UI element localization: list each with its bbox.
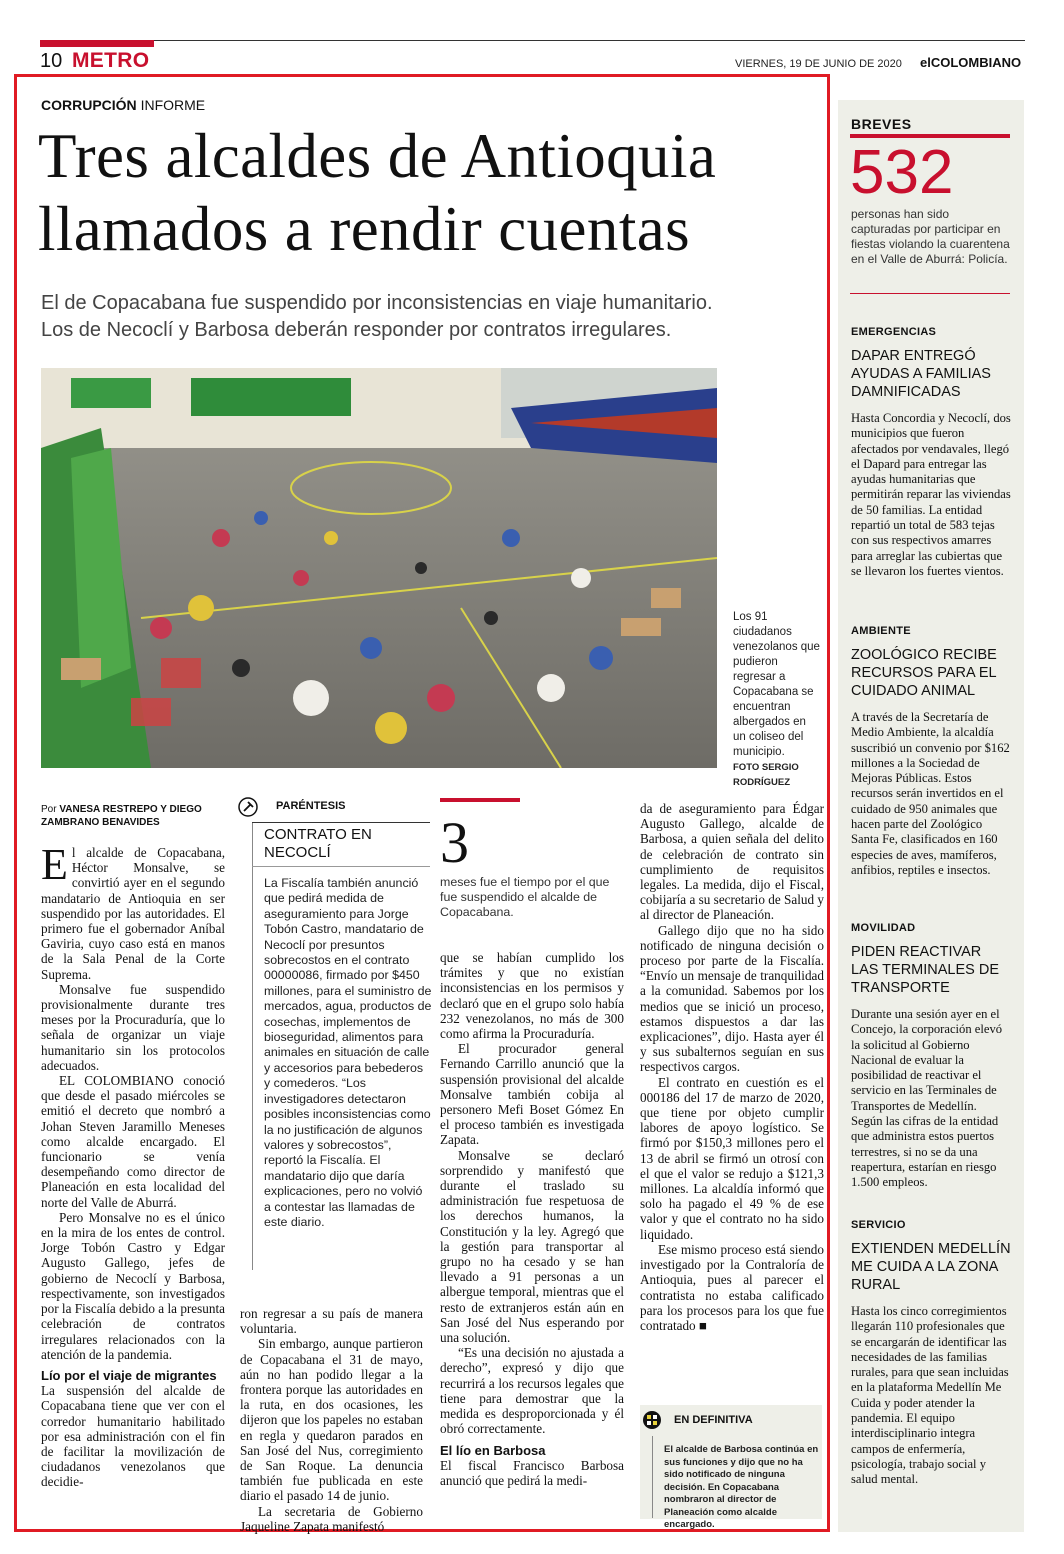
byline-authors: VANESA RESTREPO Y DIEGO ZAMBRANO BENAVIDES xyxy=(41,804,202,828)
headline-line-1: Tres alcaldes de Antioquia xyxy=(38,121,717,191)
coliseum-illustration xyxy=(41,368,717,768)
paragraph-text: l alcalde de Copacabana, Héctor Monsalve, se convirtió ayer en el segundo mandatario de Antioquia en ser suspendido por las autoridades. El primero fue el gobernador Aníbal Gaviria, cuyo caso está en manos de la Sala Penal de la Corte Suprema. xyxy=(41,845,225,982)
article-paragraph: EL COLOMBIANO conoció que desde el pasado miércoles se emitió el decreto que nombró a Johan Steven Jaramillo Meneses como alcalde encargado. El funcionario se venía desempeñando como director de Planeación en esta localidad del norte del Valle de Aburrá. xyxy=(41,1073,225,1210)
brief-item xyxy=(851,1219,1011,1488)
byline xyxy=(41,803,231,829)
page-number: 10 xyxy=(40,50,63,72)
article-paragraph: El fiscal Francisco Barbosa anunció que pedirá la medi- xyxy=(440,1457,624,1488)
shelter-photo xyxy=(41,368,717,768)
brief-title: ZOOLÓGICO RECIBE RECURSOS PARA EL CUIDADO ANIMAL xyxy=(851,647,997,699)
article-paragraph: que se habían cumplido los trámites y que no existían inconsistencias en los permisos y declaró que en el grupo solo había 232 venezolanos, no más de 300 como afirma la Procuraduría. xyxy=(440,950,624,1042)
brief-section: AMBIENTE xyxy=(851,625,911,637)
parentesis-rule-2 xyxy=(252,866,430,867)
article-paragraph: ron regresar a su país de manera voluntaria. xyxy=(240,1306,423,1337)
brief-item xyxy=(851,922,1011,1191)
kicker-type: INFORME xyxy=(140,97,206,113)
article-column-4 xyxy=(640,801,824,1333)
headline xyxy=(38,120,828,266)
pin-icon xyxy=(238,797,258,817)
dek-line-1: El de Copacabana fue suspendido por inconsistencias en viaje humanitario. xyxy=(41,292,713,314)
dek xyxy=(41,290,831,344)
headline-line-2: llamados a rendir cuentas xyxy=(38,194,690,264)
article-paragraph: El procurador general Fernando Carrillo anunció que la suspensión provisional del alcalde Monsalve también cobija al personero Mefi Boset Gómez En el proceso también es investigada Zapata. xyxy=(440,1041,624,1148)
article-paragraph: Monsalve se declaró sorprendido y manifestó que durante el traslado su administración fue respetuosa de los derechos humanos, la Constitución y la ley. Agregó que la gestión para transportar al grupo no ha cesado y se han llevado a 91 personas a un albergue temporal, mientras que el resto de extranjeros están aún en San José del Nus esperando por una solución. xyxy=(440,1147,624,1346)
caption-text: Los 91 ciudadanos venezolanos que pudieron regresar a Copacabana se encuentran albergados en un coliseo del municipio. xyxy=(733,611,820,758)
photo-caption xyxy=(733,610,821,790)
brief-section: EMERGENCIAS xyxy=(851,326,937,338)
article-paragraph: Gallego dijo que no ha sido notificado de ninguna decisión o proceso por parte de la Fiscalía. “Envío un mensaje de tranquilidad a la comunidad. Sabemos por los medios que se inició un proceso, estamos dispuestos a dar las explicaciones”, dijo. Hasta ayer él y sus subalternos seguían en sus respectivos cargos. xyxy=(640,922,824,1075)
breves-lead: personas han sido capturadas por participar en fiestas violando la cuarentena en el Valle de Aburrá: Policía. xyxy=(851,207,1010,266)
breves-title: BREVES xyxy=(851,116,912,132)
byline-prefix: Por xyxy=(41,804,57,815)
article-paragraph: La secretaria de Gobierno Jaqueline Zapata manifestó xyxy=(240,1503,423,1534)
article-paragraph: “Es una decisión no ajustada a derecho”, expresó y dijo que recurrirá a los recursos legales que tiene para demostrar que la medida es desproporcionada y él obró correctamente. xyxy=(440,1345,624,1437)
brief-section: MOVILIDAD xyxy=(851,922,916,934)
brief-text: Hasta Concordia y Necoclí, dos municipios que fueron afectados por vendavales, llegó el Dapard para entregar las ayudas humanitarias que permitirán reparar las viviendas de 50 familias. La entidad repartió un total de 583 tejas con sus respectivos amarres para arreglar las cubiertas que se llevaron los fuertes vientos. xyxy=(851,411,1011,578)
brief-title: DAPAR ENTREGÓ AYUDAS A FAMILIAS DAMNIFICADAS xyxy=(851,348,991,400)
kicker-topic: CORRUPCIÓN xyxy=(41,97,137,113)
checkered-icon xyxy=(642,1410,662,1430)
article-paragraph: Pero Monsalve no es el único en la mira de los entes de control. Jorge Tobón Castro y Edgar Augusto Gallego, jefes de gobierno de Necoclí y Barbosa, respectivamente, son investigados por la Fiscalía debido a la presunta celebración de contratos irregulares relacionados con la atención de la pandemia. xyxy=(41,1209,225,1362)
top-rule xyxy=(40,40,1025,41)
highlight-number: 3 xyxy=(440,810,469,875)
article-column-1 xyxy=(41,840,225,1490)
parentesis-label: PARÉNTESIS xyxy=(276,800,346,812)
highlight-text: meses fue el tiempo por el que fue suspendido el alcalde de Copacabana. xyxy=(440,875,610,919)
section-color-bar xyxy=(40,40,154,47)
en-definitiva-label: EN DEFINITIVA xyxy=(674,1414,753,1426)
drop-cap: E xyxy=(41,840,68,889)
breves-big-number: 532 xyxy=(850,138,954,207)
brief-text: Hasta los cinco corregimientos llegarán 110 profesionales que se encargarán de identificar las necesidades de las familias rurales, para que sean incluidas en la plataforma Medellín Me Cuida y poder atender la pandemia. El equipo interdisciplinario integra campos de enfermería, psicología, trabajo social y salud mental. xyxy=(851,1304,1009,1487)
en-definitiva-divider xyxy=(652,1436,653,1518)
article-paragraph: da de aseguramiento para Édgar Augusto Gallego, alcalde de Barbosa, a quien señala del delito de celebración de contrato sin cumplimiento de requisitos legales. La medida, dijo el Fiscal, cobijaría a su secretario de Salud y al director de Planeación. xyxy=(640,801,824,923)
parentesis-body: La Fiscalía también anunció que pedirá medida de aseguramiento para Jorge Tobón Castro, mandatario de Necoclí por presuntos sobrecostos en el contrato 00000086, firmado por $450 millones, para el suministro de mercados, agua, productos de cosechas, implementos de bioseguridad, alimentos para animales en situación de calle y accesorios para bebederos y comederos. “Los investigadores detectaron posibles inconsistencias como la no justificación de algunos valores y sobrecostos”, reportó la Fiscalía. El mandatario dijo que daría explicaciones, pero no volvió a contestar las llamadas de este diario. xyxy=(264,876,432,1229)
brief-title: EXTIENDEN MEDELLÍN ME CUIDA A LA ZONA RURAL xyxy=(851,1241,1011,1293)
parentesis-title: CONTRATO EN NECOCLÍ xyxy=(264,826,372,861)
brief-item xyxy=(851,625,1011,878)
en-definitiva-text: El alcalde de Barbosa continúa en sus funciones y dijo que no ha sido notificado de ninguna decisión. En Copacabana nombraron al director de Planeación como alcalde encargado. xyxy=(664,1444,819,1530)
article-paragraph: Ese mismo proceso está siendo investigado por la Contraloría de Antioquia, pues al parecer el contratista no estaba calificado para los procesos para los que fue contratado ■ xyxy=(640,1241,824,1333)
parentesis-rule xyxy=(252,822,430,823)
photo-credit: FOTO SERGIO RODRÍGUEZ xyxy=(733,762,799,788)
issue-date: VIERNES, 19 DE JUNIO DE 2020 xyxy=(735,58,902,70)
kicker xyxy=(41,97,205,113)
breves-rule-2 xyxy=(850,293,1010,294)
dek-line-2: Los de Necoclí y Barbosa deberán responder por contratos irregulares. xyxy=(41,319,672,341)
article-column-2 xyxy=(240,1306,423,1534)
article-subhead: El lío en Barbosa xyxy=(440,1442,546,1458)
article-paragraph: El contrato en cuestión es el 000186 del 17 de marzo de 2020, que tiene por objeto cumplir labores de apoyo logístico. Se firmó por $150,3 millones pero el 13 de abril se firmó un otrosí con el que el valor se redujo a $121,3 millones. La alcaldía informó que solo ha pagado el 49 % de ese valor y que el contrato no ha sido liquidado. xyxy=(640,1074,824,1242)
article-paragraph xyxy=(41,840,225,982)
article-column-3 xyxy=(440,950,624,1488)
brief-title: PIDEN REACTIVAR LAS TERMINALES DE TRANSPORTE xyxy=(851,944,1000,996)
parentesis-divider xyxy=(252,822,253,1270)
brief-section: SERVICIO xyxy=(851,1219,906,1231)
article-subhead: Lío por el viaje de migrantes xyxy=(41,1367,217,1383)
article-paragraph: Monsalve fue suspendido provisionalmente durante tres meses por la Procuraduría, que lo señala de organizar un viaje humanitario sin los protocolos adecuados. xyxy=(41,981,225,1073)
brief-text: A través de la Secretaría de Medio Ambiente, la alcaldía suscribió un convenio por $162 millones a la Sociedad de Mejoras Públicas. Estos recursos serán invertidos en el cuidado de 950 animales que hacen parte del Zoológico Santa Fe, clasificados en 160 especies de aves, mamíferos, anfibios, reptiles e insectos. xyxy=(851,710,1010,877)
article-paragraph: La suspensión del alcalde de Copacabana tiene que ver con el corredor humanitario habilitado por esa administración con el fin de facilitar la movilización de ciudadanos venezolanos que decidie- xyxy=(41,1383,225,1490)
brief-text: Durante una sesión ayer en el Concejo, la corporación elevó la solicitud al Gobierno Nacional de evaluar la posibilidad de reactivar el servicio en las Terminales de Transportes de Medellín. Según las cifras de la entidad que administra estos puertos terrestres, si no se da una reapertura, estarían en riesgo 1.500 empleos. xyxy=(851,1007,1003,1190)
newspaper-brand: elCOLOMBIANO xyxy=(920,55,1022,70)
brief-item xyxy=(851,326,1011,579)
highlight-rule xyxy=(440,798,520,802)
section-name: METRO xyxy=(72,49,150,72)
article-paragraph: Sin embargo, aunque partieron de Copacabana el 31 de mayo, aún no han podido llegar a la frontera porque las autoridades en la ruta, en dos ocasiones, les dijeron que los papeles no estaban en regla y quedaron parados en San José del Nus, corregimiento de San Roque. La denuncia también fue publicada en este diario el pasado 14 de junio. xyxy=(240,1336,423,1504)
